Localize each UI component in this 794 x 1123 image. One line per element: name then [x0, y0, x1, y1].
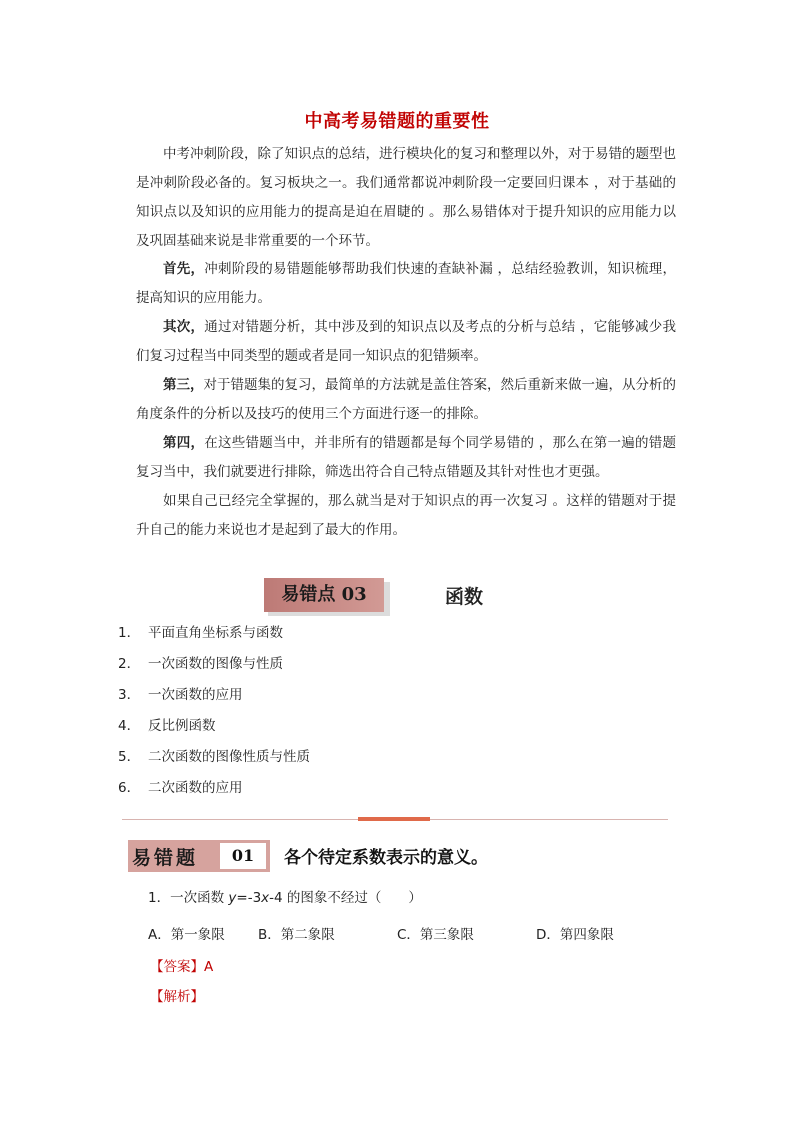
question-mid: =-3: [236, 890, 262, 906]
point-fourth-paragraph: [136, 429, 676, 487]
paragraph-text: 通过对错题分析，其中涉及到的知识点以及考点的分析与总结 ，它能够减少我们复习过程当中同类型的题或者是同一知识点的犯错频率。: [136, 319, 676, 364]
list-number: 6．: [118, 780, 141, 796]
section-topic: 函数: [445, 586, 484, 608]
point-third-paragraph: [136, 371, 676, 429]
analysis-label: 【解析】: [150, 989, 204, 1005]
list-label: 二次函数的图像性质与性质: [148, 749, 310, 765]
list-item: [118, 742, 310, 773]
list-item: [118, 711, 310, 742]
list-number: 5．: [118, 749, 141, 765]
badge-label: 易错点 03: [281, 584, 367, 605]
list-number: 2．: [118, 656, 141, 672]
list-label: 二次函数的应用: [148, 780, 243, 796]
variable-y: y: [228, 890, 237, 906]
paragraph-text: 冲刺阶段的易错题能够帮助我们快速的查缺补漏 ，总结经验教训，知识梳理，提高知识的应用能力。: [136, 261, 676, 306]
paragraph-text: 如果自己已经完全掌握的，那么就当是对于知识点的再一次复习 。这样的错题对于提升自己的能力来说也才是起到了最大的作用。: [136, 493, 676, 538]
answer-line: [150, 955, 213, 975]
paragraph-text: 中考冲刺阶段，除了知识点的总结，进行模块化的复习和整理以外，对于易错的题型也是冲刺阶段必备的。复习板块之一。我们通常都说冲刺阶段一定要回归课本 ，对于基础的知识点以及知识的应用能力的提高是迫在眉睫的 。那么易错体对于提升知识的应用能力以及巩固基础来说是非常重要的一个环节。: [136, 146, 676, 249]
list-number: 4．: [118, 718, 141, 734]
answer-value: A: [204, 959, 214, 975]
question-topic: 各个待定系数表示的意义。: [284, 848, 488, 868]
list-label: 一次函数的图像与性质: [148, 656, 283, 672]
list-item: [118, 618, 310, 649]
question-suffix: -4 的图象不经过（ ）: [269, 890, 422, 906]
paragraph-lead: 首先，: [163, 261, 205, 277]
list-number: 3．: [118, 687, 141, 703]
choice-a: A．第一象限: [148, 927, 225, 943]
paragraph-lead: 第四，: [163, 435, 205, 451]
list-item: [118, 773, 310, 804]
list-label: 平面直角坐标系与函数: [148, 625, 283, 641]
choice-d: D．第四象限: [536, 927, 614, 943]
point-second-paragraph: [136, 313, 676, 371]
choice-b: B．第二象限: [258, 927, 335, 943]
paragraph-lead: 第三，: [163, 377, 204, 393]
variable-x: x: [261, 890, 270, 906]
list-number: 1．: [118, 625, 141, 641]
list-item: [118, 680, 310, 711]
intro-paragraph: [136, 140, 676, 256]
choice-c: C．第三象限: [397, 927, 474, 943]
question-prefix: 1．一次函数: [148, 890, 229, 906]
paragraph-text: 对于错题集的复习，最简单的方法就是盖住答案，然后重新来做一遍，从分析的角度条件的分析以及技巧的使用三个方面进行逐一的排除。: [136, 377, 676, 422]
document-title: 中高考易错题的重要性: [304, 111, 490, 132]
paragraph-text: 在这些错题当中，并非所有的错题都是每个同学易错的 ，那么在第一遍的错题复习当中，我们就要进行排除，筛选出符合自己特点错题及其针对性也才更强。: [136, 435, 676, 480]
list-item: [118, 649, 310, 680]
closing-paragraph: [136, 487, 676, 545]
topic-list: [118, 618, 310, 804]
question-badge-label: 易错题: [132, 847, 199, 869]
list-label: 反比例函数: [148, 718, 216, 734]
paragraph-lead: 其次，: [163, 319, 205, 335]
section-badge: [264, 578, 390, 616]
question-badge-number: 01: [220, 843, 266, 869]
question-text: [148, 886, 422, 906]
divider-accent: [358, 817, 430, 821]
list-label: 一次函数的应用: [148, 687, 243, 703]
point-first-paragraph: [136, 255, 676, 313]
answer-label: 【答案】: [150, 959, 204, 975]
